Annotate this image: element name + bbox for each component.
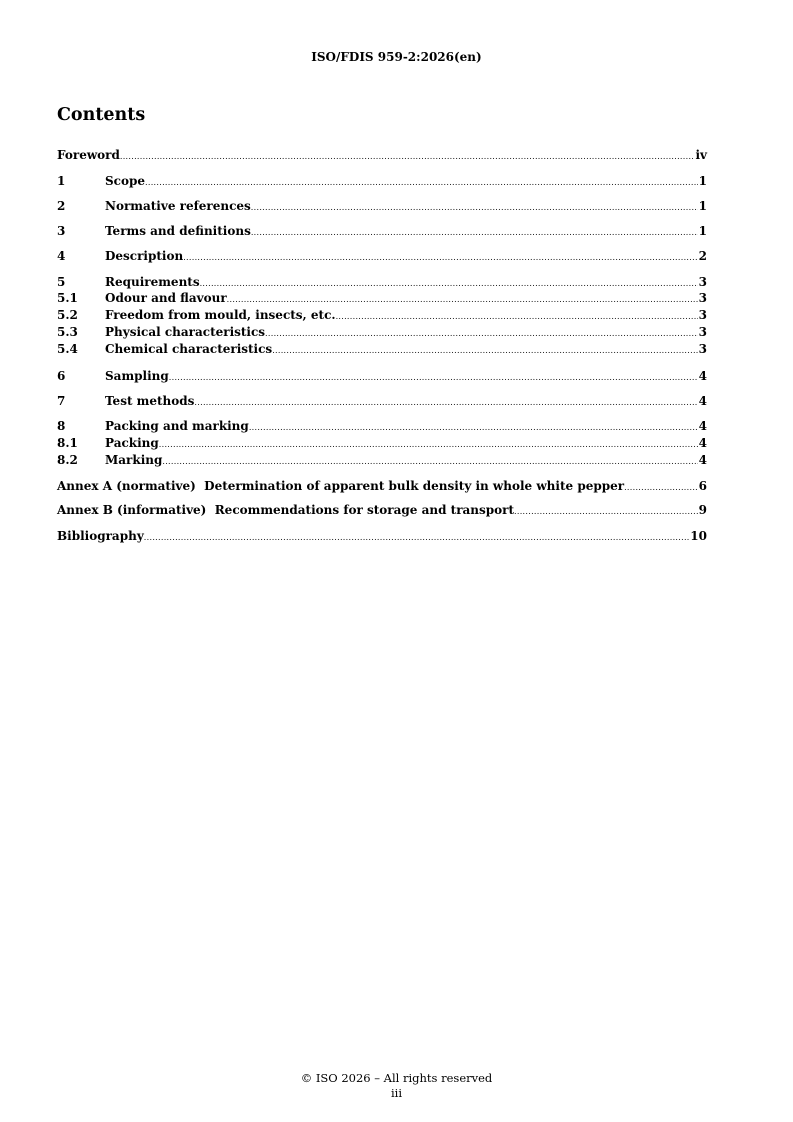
toc-entry[interactable] [57,199,707,214]
toc-entry[interactable] [57,369,707,384]
footer-copyright: © ISO 2026 – All rights reserved [300,1071,493,1085]
toc-entry-number: 5.2 [57,308,78,322]
toc-dot-leader [194,395,697,410]
toc-dot-leader [162,454,697,469]
toc-entry-number: 5.1 [57,291,78,305]
toc-entry-title: Annex B (informative) Recommendations for storage and transport [57,503,515,517]
toc-entry-page: 3 [698,308,707,322]
toc-entry-title: Physical characteristics [105,325,266,339]
toc-dot-leader [227,292,698,307]
contents-title: Contents [57,105,146,125]
document-header: ISO/FDIS 959-2:2026(en) [311,50,482,64]
toc-entry-page: iv [695,148,707,162]
toc-entry-title: Scope [105,174,146,188]
toc-entry-page: 6 [698,479,707,493]
toc-entry-page: 3 [698,291,707,305]
toc-entry[interactable] [57,529,707,544]
toc-entry-title: Marking [105,453,163,467]
toc-dot-leader [624,480,698,495]
toc-entry[interactable] [57,148,707,163]
toc-entry-number: 8.2 [57,453,78,467]
toc-entry[interactable] [57,174,707,189]
toc-dot-leader [120,149,695,164]
toc-entry-page: 2 [698,249,707,263]
toc-dot-leader [272,343,697,358]
toc-entry-page: 3 [698,342,707,356]
toc-entry-number: 2 [57,199,66,213]
toc-entry-page: 3 [698,325,707,339]
toc-dot-leader [144,530,690,545]
toc-entry-title: Freedom from mould, insects, etc. [105,308,336,322]
toc-entry[interactable] [57,291,707,306]
toc-dot-leader [265,326,698,341]
toc-entry-page: 4 [698,436,707,450]
toc-entry-title: Packing and marking [105,419,249,433]
toc-entry-number: 6 [57,369,66,383]
toc-entry-title: Requirements [105,275,200,289]
toc-entry[interactable] [57,394,707,409]
toc-entry-number: 5 [57,275,66,289]
toc-entry-title: Sampling [105,369,169,383]
toc-entry-title: Packing [105,436,159,450]
toc-entry[interactable] [57,224,707,239]
toc-entry-page: 4 [698,419,707,433]
toc-dot-leader [159,437,698,452]
toc-dot-leader [200,276,698,291]
toc-entry[interactable] [57,275,707,290]
toc-dot-leader [251,200,698,215]
toc-entry[interactable] [57,419,707,434]
toc-dot-leader [336,309,698,324]
toc-entry-page: 10 [690,529,707,543]
toc-entry-title: Description [105,249,184,263]
toc-entry-title: Odour and flavour [105,291,227,305]
toc-entry-title: Bibliography [57,529,144,543]
toc-entry-page: 3 [698,275,707,289]
toc-entry-title: Annex A (normative) Determination of apparent bulk density in whole white pepper [57,479,625,493]
toc-entry-number: 5.4 [57,342,78,356]
toc-entry[interactable] [57,503,707,518]
toc-entry[interactable] [57,342,707,357]
toc-entry-title: Foreword [57,148,120,162]
toc-dot-leader [249,420,698,435]
footer-page-number: iii [390,1086,403,1100]
toc-dot-leader [183,250,697,265]
toc-entry-number: 8 [57,419,66,433]
toc-dot-leader [514,504,698,519]
toc-dot-leader [169,370,698,385]
toc-entry[interactable] [57,436,707,451]
toc-entry-title: Chemical characteristics [105,342,273,356]
toc-entry[interactable] [57,479,707,494]
toc-entry-title: Normative references [105,199,251,213]
toc-entry-page: 4 [698,453,707,467]
toc-entry-number: 3 [57,224,66,238]
toc-entry[interactable] [57,453,707,468]
toc-entry-title: Test methods [105,394,195,408]
toc-entry-page: 4 [698,369,707,383]
toc-entry-number: 1 [57,174,66,188]
toc-entry-page: 1 [698,174,707,188]
toc-entry-number: 5.3 [57,325,78,339]
toc-entry[interactable] [57,308,707,323]
toc-entry-title: Terms and definitions [105,224,251,238]
toc-entry-number: 4 [57,249,66,263]
toc-entry[interactable] [57,325,707,340]
toc-entry-number: 8.1 [57,436,78,450]
toc-entry[interactable] [57,249,707,264]
toc-dot-leader [145,175,698,190]
toc-entry-page: 1 [698,224,707,238]
toc-dot-leader [251,225,698,240]
toc-entry-page: 4 [698,394,707,408]
toc-entry-page: 1 [698,199,707,213]
toc-entry-page: 9 [698,503,707,517]
toc-entry-number: 7 [57,394,66,408]
